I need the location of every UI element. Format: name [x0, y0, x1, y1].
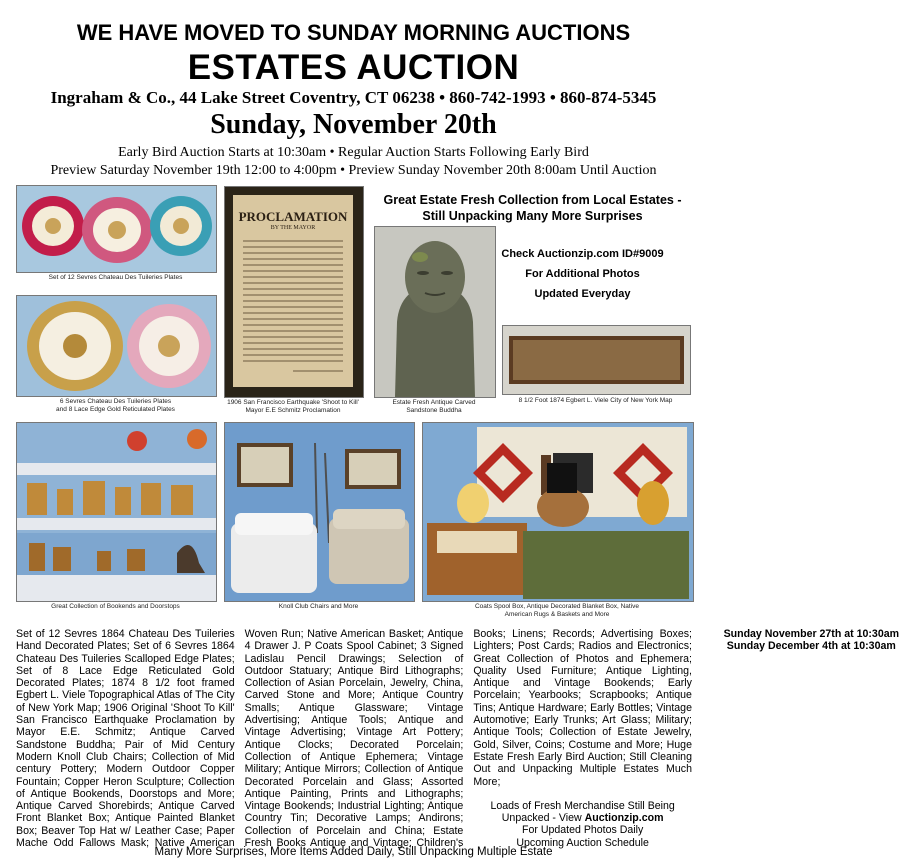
map-illustration	[503, 326, 690, 394]
note-auctionzip-link[interactable]: Auctionzip.com	[584, 812, 664, 825]
caption-blanket-box	[422, 603, 692, 619]
photo-bookends	[16, 422, 217, 602]
footer-line: Many More Surprises, More Items Added Daily, Still Unpacking Multiple Estate	[154, 846, 553, 858]
photo-chairs	[224, 422, 415, 602]
caption-chairs: Knoll Club Chairs and More	[278, 603, 359, 610]
promo-additional-photos: For Additional Photos	[525, 268, 640, 280]
schedule-line-1: Early Bird Auction Starts at 10:30am • Regular Auction Starts Following Early Bird	[118, 145, 589, 160]
note-updated-photos: For Updated Photos Daily	[521, 824, 644, 837]
photo-sevres-plates	[16, 185, 217, 273]
caption-plates-2	[16, 398, 215, 414]
photo-proclamation	[224, 186, 364, 398]
photo-blanket-box	[422, 422, 694, 602]
caption-map: 8 1/2 Foot 1874 Egbert L. Viele City of New York Map	[518, 397, 673, 404]
buddha-illustration	[375, 227, 495, 397]
caption-blanket-box-line-1: Coats Spool Box, Antique Decorated Blanket Box, Native	[474, 603, 640, 610]
caption-plates-1: Set of 12 Sevres Chateau Des Tuileries Plates	[48, 274, 183, 281]
caption-buddha-line-2: Sandstone Buddha	[406, 407, 462, 414]
schedule-line-2: Preview Saturday November 19th 12:00 to 4:00pm • Preview Sunday November 20th 8:00am Until Auction	[50, 163, 657, 178]
chairs-illustration	[225, 423, 414, 601]
reticulated-plates-illustration	[17, 296, 216, 396]
photo-buddha	[374, 226, 496, 398]
promo-updated-everyday: Updated Everyday	[534, 288, 631, 300]
note-schedule-dec-4: Sunday December 4th at 10:30am	[726, 640, 896, 653]
note-view-auctionzip	[473, 812, 692, 824]
promo-headline-line-2: Still Unpacking Many More Surprises	[422, 209, 643, 223]
promo-headline-line-1: Great Estate Fresh Collection from Local Estates -	[383, 193, 682, 207]
proclamation-text-lines	[233, 231, 353, 391]
promo-headline	[370, 192, 695, 224]
plates-illustration	[17, 186, 216, 272]
note-loads-fresh: Loads of Fresh Merchandise Still Being	[490, 799, 675, 812]
bookends-illustration	[17, 423, 216, 601]
auction-title: ESTATES AUCTION	[187, 48, 520, 87]
note-view-prefix: Unpacked - View	[501, 812, 585, 825]
promo-auctionzip	[490, 244, 675, 304]
promo-check-auctionzip: Check Auctionzip.com ID#9009	[501, 248, 664, 260]
caption-buddha	[370, 399, 498, 415]
auction-date: Sunday, November 20th	[210, 109, 497, 140]
caption-buddha-line-1: Estate Fresh Antique Carved	[392, 399, 476, 406]
moved-banner: WE HAVE MOVED TO SUNDAY MORNING AUCTIONS	[76, 20, 631, 45]
caption-proclamation-line-2: Mayor E.E Schmitz Proclamation	[245, 407, 341, 414]
photo-reticulated-plates	[16, 295, 217, 397]
note-schedule-nov-27: Sunday November 27th at 10:30am	[723, 628, 900, 640]
caption-proclamation-line-1: 1906 San Francisco Earthquake 'Shoot to Kill'	[227, 399, 359, 406]
address-line: Ingraham & Co., 44 Lake Street Coventry, CT 06238 • 860-742-1993 • 860-874-5345	[50, 88, 657, 107]
caption-proclamation	[218, 399, 368, 415]
item-description-text: Set of 12 Sevres 1864 Chateau Des Tuileries Hand Decorated Plates; Set of 6 Sevres 1864 Chateau Des Tuileries Scalloped Edge Plates; Set of 8 Lace Edge Reticulated Gold Decorated Plates; 1874 8 1/2 foot framed Egbert L. Viele Topographical Atlas of The City of New York Map; 1906 Original 'Shoot To Kill' San Francisco Earthquake Proclamation by Mayor E.E. Schmitz; Antique Carved Sandstone Buddha; Pair of Mid Century Modern Knoll Club Chairs; Collection of Mid century Pottery; Modern Outdoor Copper Fountain; Copper Heron Sculpture; Collection of Antique Bookends, Doorstops and More; Antique Carved Shorebirds; Antique Carved Front Blanket Box; Antique Painted Blanket Box; Beaver Top Hat w/ Leather Case; Paper Mache Odd Fallows Mask; Native American Woven Run; Native American Basket; Antique 4 Drawer J. P Coats Spool Cabinet; 3 Signed Ladislau Pencil Drawings; Selection of Outdoor Statuary; Antique Bird Lithographs; Collection of Asian Porcelain, Jewelry, China, Carved Stone and More; Antique Country Smalls; Antique Glassware; Vintage Advertising; Antique Tools; Antique and Vintage Advertising; Vintage Art Pottery; Antique Clocks; Decorated Porcelain; Collection of Antique Ephemera; Vintage Military; Antique Mirrors; Collection of Antique Decorated Porcelain and Glass; Assorted Antique Painting, Prints and Lithographs; Vintage Bookends; Industrial Lighting; Antique Country Tin; Decorative Lamps; Andirons; Collection of Porcelain and China; Estate Fresh Books Antique and Vintage; Children's Books; Linens; Records; Advertising Boxes; Lighters; Post Cards; Radios and Electronics; Great Collection of Photos and Ephemera; Quality Used Furniture; Antique Lighting, Antique and Vintage Bookends; Early Porcelain; Yearbooks; Scrapbooks; Antique Tins; Antique Hardware; Early Bottles; Vintage Automotive; Early Trunks; Art Glass; Military; Antique Tools; Collection of Estate Jewelry, Gold, Silver, Coins; Costume and More; Huge Estate Fresh Early Bird Auction; Still Cleaning Out and Unpacking Multiple Estates Much More;	[16, 628, 692, 850]
caption-blanket-box-line-2: American Rugs & Baskets and More	[504, 611, 610, 618]
proclamation-subtitle: BY THE MAYOR	[270, 225, 316, 231]
caption-plates-2-line-1: 6 Sevres Chateau Des Tuileries Plates	[59, 398, 172, 405]
caption-bookends: Great Collection of Bookends and Doorstops	[51, 603, 180, 610]
item-description	[16, 628, 900, 860]
photo-map	[502, 325, 691, 395]
blanket-box-illustration	[423, 423, 693, 601]
caption-plates-2-line-2: and 8 Lace Edge Gold Reticulated Plates	[56, 406, 175, 413]
note-upcoming-schedule: Upcoming Auction Schedule	[516, 836, 649, 849]
proclamation-title: PROCLAMATION	[238, 209, 348, 224]
